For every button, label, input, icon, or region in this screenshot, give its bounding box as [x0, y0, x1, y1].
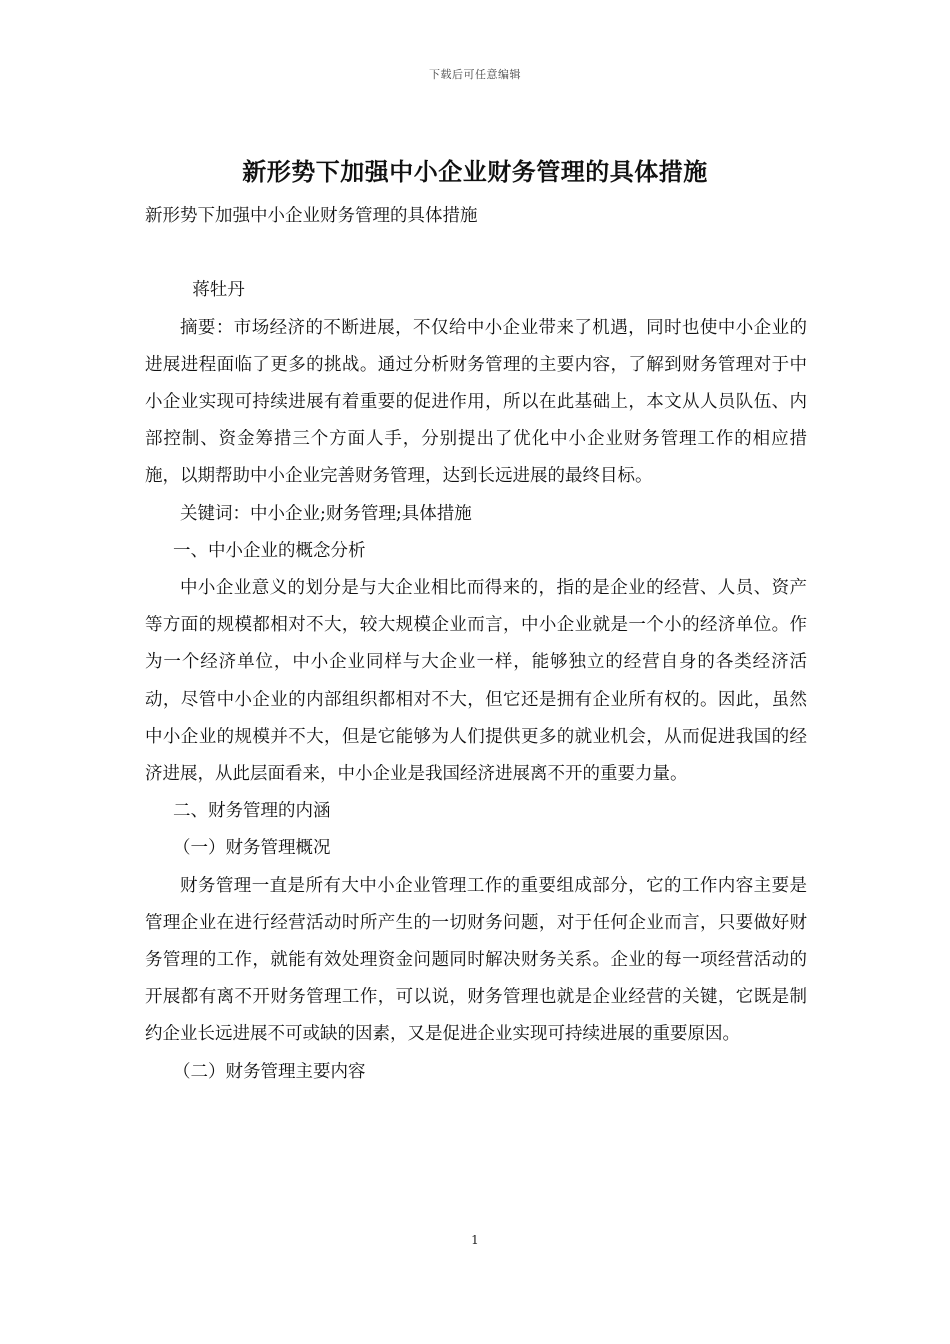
- section-2-1-paragraph: 财务管理一直是所有大中小企业管理工作的重要组成部分，它的工作内容主要是管理企业在进行经营活动时所产生的一切财务问题，对于任何企业而言，只要做好财务管理的工作，就能有效处理资金问题同时解决财务关系。企业的每一项经营活动的开展都有离不开财务管理工作，可以说，财务管理也就是企业经营的关键，它既是制约企业长远进展不可或缺的因素，又是促进企业实现可持续进展的重要原因。: [145, 875, 807, 1045]
- subtitle: 新形势下加强中小企业财务管理的具体措施: [145, 206, 478, 226]
- section-heading-2: 二、财务管理的内涵: [173, 801, 331, 822]
- author: 蒋牡丹: [192, 280, 245, 301]
- document-title: 新形势下加强中小企业财务管理的具体措施: [242, 157, 708, 186]
- section-heading-1: 一、中小企业的概念分析: [173, 540, 366, 561]
- page-number: 1: [471, 1233, 479, 1247]
- abstract-paragraph: 摘要：市场经济的不断进展，不仅给中小企业带来了机遇，同时也使中小企业的进展进程面临了更多的挑战。通过分析财务管理的主要内容，了解到财务管理对于中小企业实现可持续进展有着重要的促进作用，所以在此基础上，本文从人员队伍、内部控制、资金筹措三个方面人手，分别提出了优化中小企业财务管理工作的相应措施，以期帮助中小企业完善财务管理，达到长远进展的最终目标。: [145, 317, 807, 487]
- section-1-paragraph: 中小企业意义的划分是与大企业相比而得来的，指的是企业的经营、人员、资产等方面的规模都相对不大，较大规模企业而言，中小企业就是一个小的经济单位。作为一个经济单位，中小企业同样与大企业一样，能够独立的经营自身的各类经济活动，尽管中小企业的内部组织都相对不大，但它还是拥有企业所有权的。因此，虽然中小企业的规模并不大，但是它能够为人们提供更多的就业机会，从而促进我国的经济进展，从此层面看来，中小企业是我国经济进展离不开的重要力量。: [145, 578, 807, 785]
- subsection-heading-2-1: （一）财务管理概况: [173, 838, 331, 859]
- document-body: [145, 198, 807, 1091]
- subsection-heading-2-2: （二）财务管理主要内容: [173, 1061, 366, 1082]
- blank-line: [145, 235, 807, 272]
- keywords-line: 关键词：中小企业;财务管理;具体措施: [180, 503, 472, 524]
- header-note: 下载后可任意编辑: [429, 68, 521, 81]
